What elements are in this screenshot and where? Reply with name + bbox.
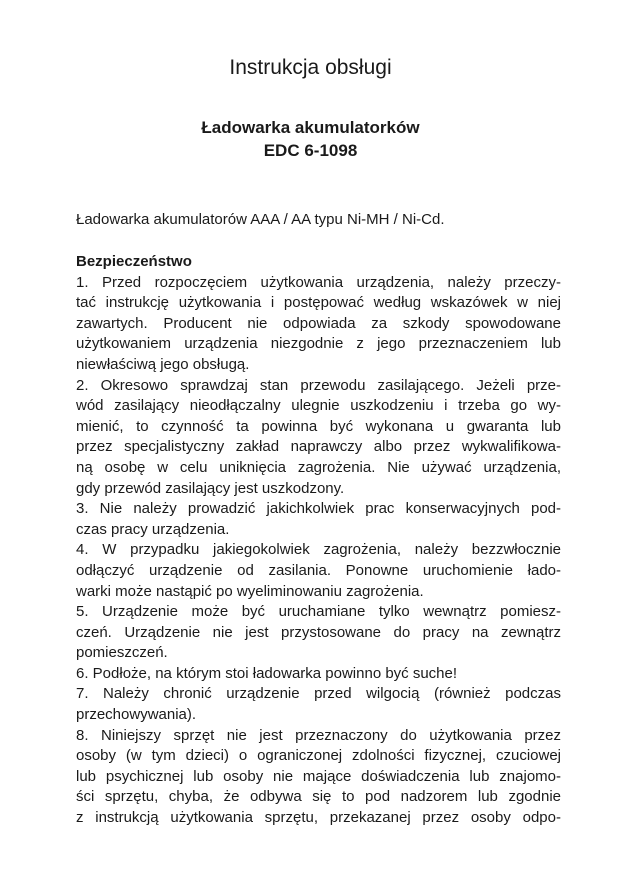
text-line: przechowywania). [76, 706, 197, 724]
text-line: lub psychicznej lub osoby nie mające doświadczenia lub znajomo- [76, 767, 561, 785]
text-line: 6. Podłoże, na którym stoi ładowarka powinno być suche! [76, 664, 458, 682]
text-line: wód zasilający nieodłączalny ulegnie uszkodzeniu i trzeba go wy- [76, 397, 561, 415]
text-line: 7. Należy chronić urządzenie przed wilgocią (również podczas [76, 685, 561, 703]
text-line: użytkowaniem urządzenia niezgodnie z jego przeznaczeniem lub [76, 335, 561, 353]
text-line: zawartych. Producent nie odpowiada za szkody spowodowane [76, 314, 561, 332]
safety-section [76, 252, 561, 829]
document-title: Instrukcja obsługi [229, 56, 392, 79]
text-line: odłączyć urządzenie od zasilania. Ponowne uruchomienie łado- [76, 561, 561, 579]
text-line: ści sprzętu, chyba, że odbywa się to pod nadzorem lub zgodnie [76, 788, 561, 806]
text-line: warki może nastąpić po wyeliminowaniu zagrożenia. [76, 582, 424, 600]
text-line: mienić, to czynność ta powinna być wykonana u gwaranta lub [76, 417, 561, 435]
text-line: 1. Przed rozpoczęciem użytkowania urządzenia, należy przeczy- [76, 273, 561, 291]
product-heading [0, 116, 621, 162]
text-line: 2. Okresowo sprawdzaj stan przewodu zasilającego. Jeżeli prze- [76, 376, 561, 394]
text-line: tać instrukcję użytkowania i postępować według wskazówek w niej [76, 294, 561, 312]
text-line: 5. Urządzenie może być uruchamiane tylko wewnątrz pomiesz- [76, 603, 561, 621]
text-line: osoby (w tym dzieci) o ograniczonej zdolności fizycznej, czuciowej [76, 747, 561, 765]
text-line: 8. Niniejszy sprzęt nie jest przeznaczony do użytkowania przez [76, 726, 561, 744]
intro-paragraph: Ładowarka akumulatorów AAA / AA typu Ni-MH / Ni-Cd. [76, 211, 445, 228]
section-body [76, 273, 561, 829]
product-name: Ładowarka akumulatorków [201, 118, 420, 137]
text-line: pomieszczeń. [76, 644, 168, 662]
text-line: czeń. Urządzenie nie jest przystosowane do pracy na zewnątrz [76, 623, 561, 641]
text-line: z instrukcją użytkowania sprzętu, przekazanej przez osoby odpo- [76, 809, 561, 827]
text-line: ną osobę w celu uniknięcia zagrożenia. Nie używać urządzenia, [76, 458, 561, 476]
text-line: 3. Nie należy prowadzić jakichkolwiek prac konserwacyjnych pod- [76, 500, 561, 518]
text-line: 4. W przypadku jakiegokolwiek zagrożenia, należy bezzwłocznie [76, 541, 561, 559]
text-line: niewłaściwą jego obsługą. [76, 355, 250, 373]
text-line: gdy przewód zasilający jest uszkodzony. [76, 479, 345, 497]
text-line: czas pracy urządzenia. [76, 520, 230, 538]
text-line: przez specjalistyczny zakład naprawczy albo przez wykwalifikowa- [76, 438, 561, 456]
product-model: EDC 6-1098 [263, 141, 358, 160]
section-heading: Bezpieczeństwo [76, 253, 192, 270]
